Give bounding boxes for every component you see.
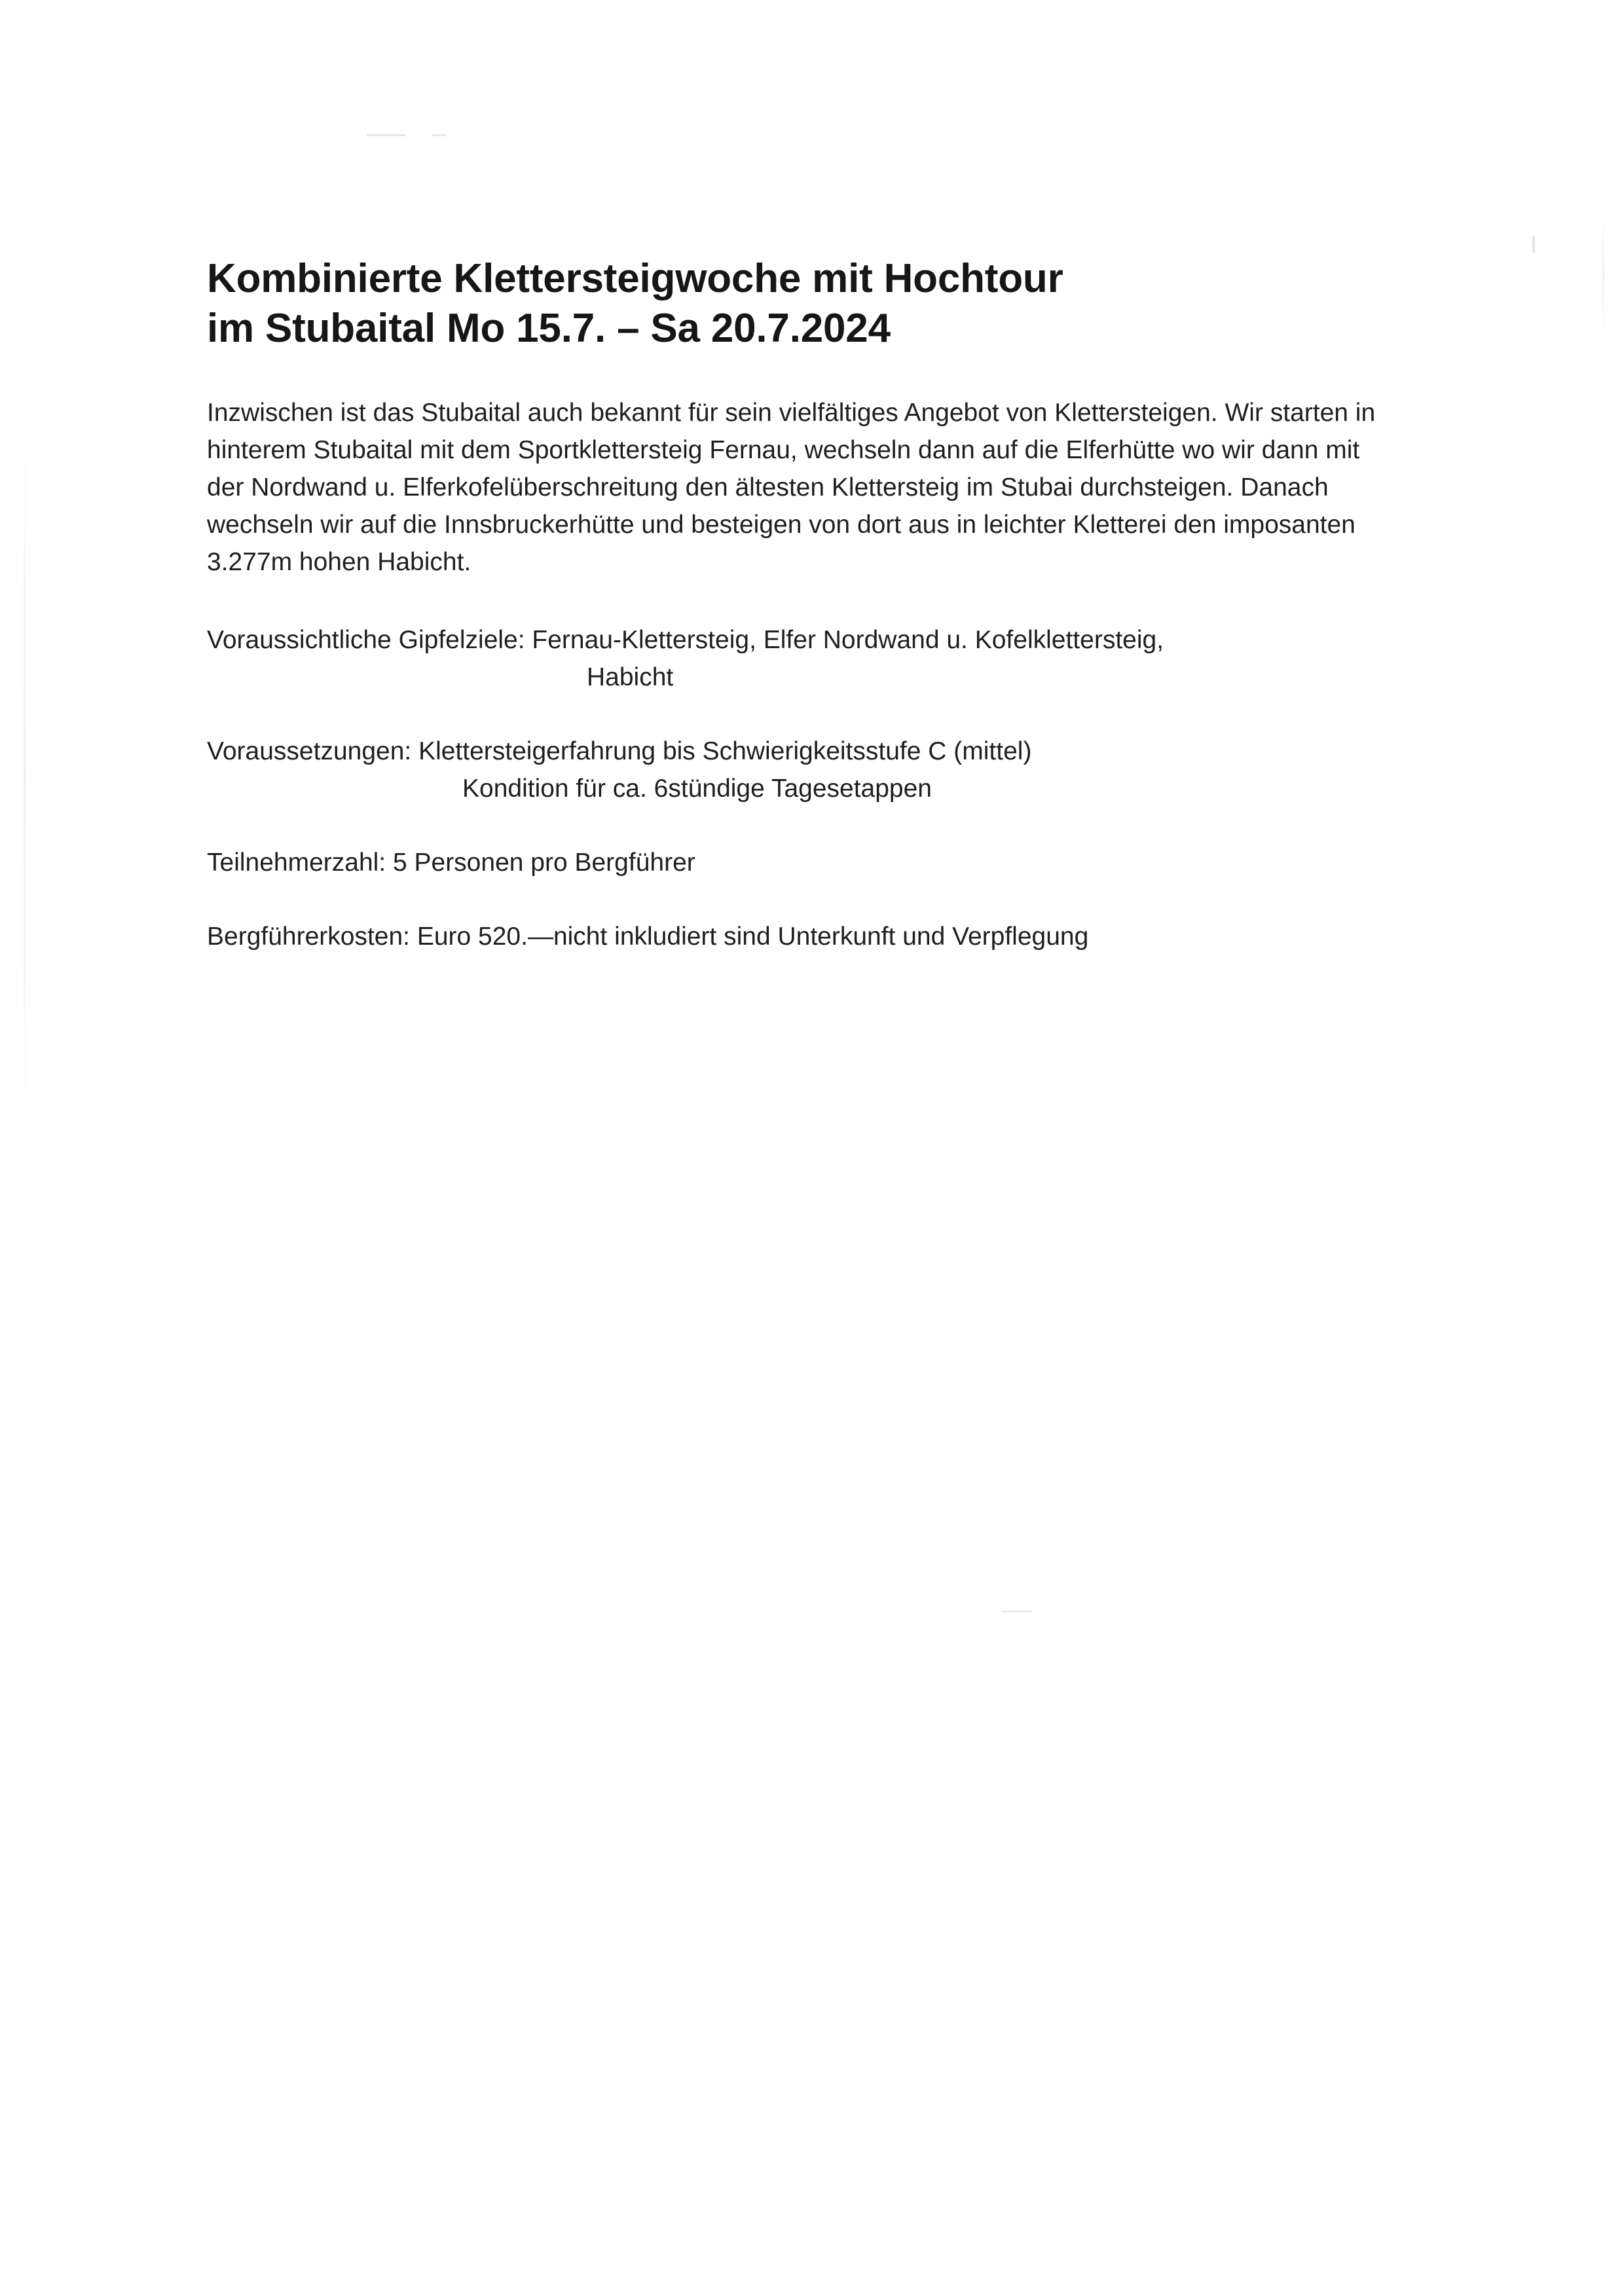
summit-goals-line-1: Voraussichtliche Gipfelziele: Fernau-Klettersteig, Elfer Nordwand u. Kofelklettersteig, bbox=[207, 625, 1164, 654]
page-title-line-2: im Stubaital Mo 15.7. – Sa 20.7.2024 bbox=[207, 305, 891, 351]
scan-artifact-speck-lower bbox=[1002, 1611, 1032, 1613]
summit-goals-line-2: Habicht bbox=[587, 663, 674, 691]
page-title-line-1: Kombinierte Klettersteigwoche mit Hochtour bbox=[207, 256, 1063, 301]
scan-artifact-right-edge bbox=[1602, 216, 1604, 334]
scan-artifact-speck-top-left-2 bbox=[432, 134, 447, 136]
scan-artifact-left-edge bbox=[24, 419, 26, 1139]
costs-line: Bergführerkosten: Euro 520.—nicht inkludiert sind Unterkunft und Verpflegung bbox=[207, 922, 1089, 951]
requirements-block bbox=[207, 733, 1431, 808]
scan-artifact-speck-top-left bbox=[367, 134, 406, 136]
scan-artifact-speck-right bbox=[1532, 236, 1535, 253]
requirements-line-1: Voraussetzungen: Klettersteigerfahrung bis Schwierigkeitsstufe C (mittel) bbox=[207, 737, 1032, 765]
page-title bbox=[207, 254, 1431, 353]
intro-paragraph: Inzwischen ist das Stubaital auch bekannt für sein vielfältiges Angebot von Klettersteigen. Wir starten in hinterem Stubaital mit dem Sportklettersteig Fernau, wechseln dann auf die Elferhütte wo wir dann mit der Nordwand u. Elferkofelüberschreitung den ältesten Klettersteig im Stubai durchsteigen. Danach wechseln wir auf die Innsbruckerhütte und besteigen von dort aus in leichter Kletterei den imposanten 3.277m hohen Habicht. bbox=[207, 399, 1376, 576]
requirements-line-2: Kondition für ca. 6stündige Tagesetappen bbox=[462, 774, 932, 803]
summit-goals-block bbox=[207, 622, 1431, 697]
participants-line: Teilnehmerzahl: 5 Personen pro Bergführer bbox=[207, 848, 695, 877]
document-content bbox=[207, 254, 1431, 993]
